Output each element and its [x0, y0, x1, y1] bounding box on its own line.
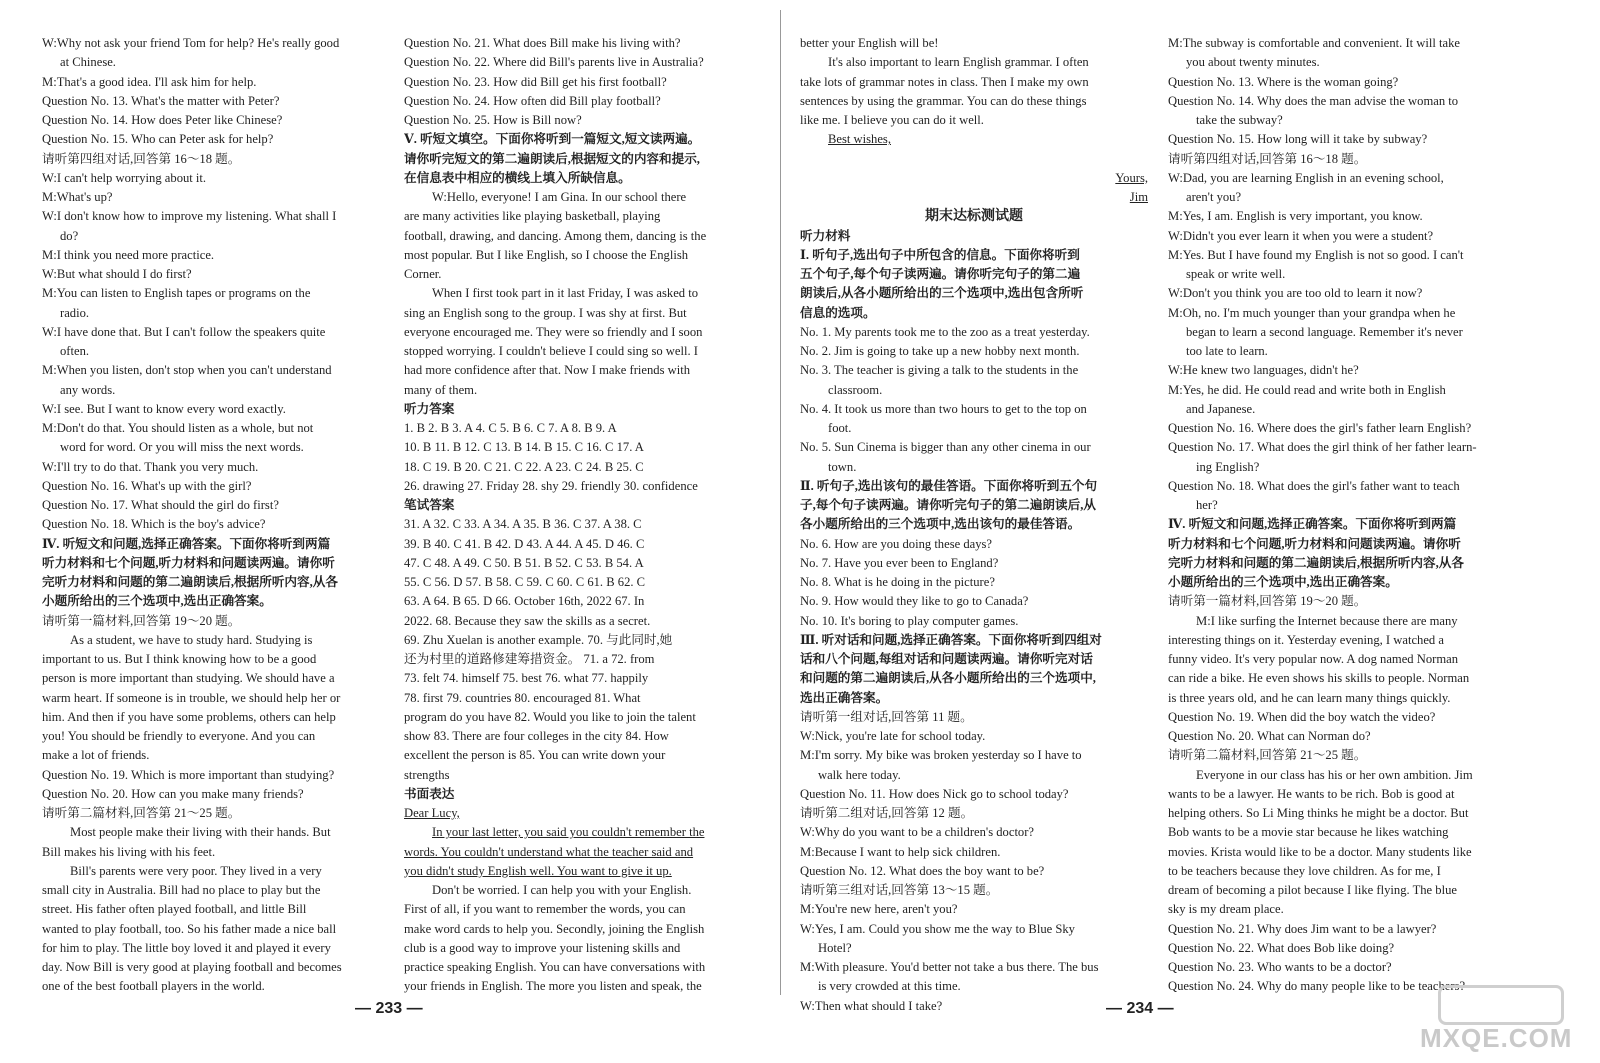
text-line: No. 5. Sun Cinema is bigger than any other cinema in our — [800, 440, 1091, 455]
page-234-column-2 — [1168, 34, 1498, 997]
watermark-logo — [1420, 985, 1590, 1053]
text-line: M:You can listen to English tapes or programs on the — [42, 286, 311, 301]
text-line: 信息的选项。 — [800, 305, 876, 320]
text-line: 请听第四组对话,回答第 16～18 题。 — [1168, 151, 1367, 166]
text-line: 请听第一篇材料,回答第 19～20 题。 — [1168, 594, 1367, 609]
text-line: 请听第二篇材料,回答第 21～25 题。 — [1168, 748, 1367, 763]
text-line: M:You're new here, aren't you? — [800, 902, 958, 917]
text-line: 小题所给出的三个选项中,选出正确答案。 — [42, 594, 272, 609]
text-line: sentences by using the grammar. You can do these things — [800, 93, 1087, 108]
text-line: W:Don't you think you are too old to learn it now? — [1168, 286, 1423, 301]
text-line: W:I have done that. But I can't follow the speakers quite — [42, 324, 326, 339]
text-line: M:Don't do that. You should listen as a whole, but not — [42, 421, 314, 435]
text-line: Dear Lucy, — [404, 806, 460, 820]
text-line: 55. C 56. D 57. B 58. C 59. C 60. C 61. B 62. C — [404, 575, 646, 589]
text-line: W:But what should I do first? — [42, 267, 192, 281]
text-line: can ride a bike. He even shows his skills to people. Norman — [1168, 671, 1470, 686]
text-line: speak or write well. — [1186, 267, 1286, 281]
text-line: Question No. 20. How can you make many friends? — [42, 786, 304, 801]
text-line: take lots of grammar notes in class. Then I make my own — [800, 74, 1089, 89]
text-line: Question No. 20. What can Norman do? — [1168, 729, 1371, 743]
text-line: Question No. 14. Why does the man advise the woman to — [1168, 93, 1459, 108]
text-line: Ⅳ. 听短文和问题,选择正确答案。下面你将听到两篇 — [42, 536, 331, 551]
text-line: 听力材料和七个问题,听力材料和问题读两遍。请你听 — [42, 555, 335, 570]
text-line: ing English? — [1196, 459, 1260, 474]
text-line: her? — [1196, 498, 1218, 512]
text-line: Question No. 14. How does Peter like Chinese? — [42, 113, 283, 127]
text-line: M:That's a good idea. I'll ask him for help. — [42, 74, 257, 89]
text-line: M:I think you need more practice. — [42, 247, 215, 262]
text-line: Question No. 17. What does the girl think of her father learn- — [1168, 440, 1477, 455]
text-line: W:I don't know how to improve my listening. What shall I — [42, 209, 337, 224]
text-line: 完听力材料和问题的第二遍朗读后,根据所听内容,从各 — [42, 575, 338, 589]
text-line: Question No. 13. What's the matter with Peter? — [42, 93, 280, 108]
text-line: 请听第四组对话,回答第 16～18 题。 — [42, 151, 241, 166]
text-line: 还为村里的道路修建筹措资金。 71. a 72. from — [404, 652, 655, 666]
text-line: No. 2. Jim is going to take up a new hobby next month. — [800, 344, 1080, 358]
text-line: W:He knew two languages, didn't he? — [1168, 363, 1359, 378]
text-line: dream of becoming a pilot because I like flying. The blue — [1168, 883, 1457, 897]
text-line: one of the best football players in the world. — [42, 979, 265, 994]
text-line: It's also important to learn English grammar. I often — [828, 55, 1089, 70]
text-line: at Chinese. — [60, 55, 116, 70]
text-line: you about twenty minutes. — [1186, 55, 1320, 70]
watermark-badge-icon — [1438, 985, 1564, 1025]
text-line: excellent the person is 85. You can write down your — [404, 748, 666, 763]
text-line: like me. I believe you can do it well. — [800, 113, 984, 127]
text-line: is three years old, and he can learn many things quickly. — [1168, 690, 1451, 705]
text-line: First of all, if you want to remember the words, you can — [404, 902, 686, 917]
text-line: Yours, — [1115, 170, 1148, 185]
page-234-column-1 — [800, 34, 1148, 1016]
text-line: many of them. — [404, 382, 478, 397]
text-line: In your last letter, you said you couldn't remember the — [432, 825, 705, 840]
text-line: day. Now Bill is very good at playing football and becomes — [42, 960, 342, 974]
text-line: M:Yes, he did. He could read and write both in English — [1168, 382, 1446, 397]
text-line: 和问题的第二遍朗读后,从各小题所给出的三个选项中, — [800, 671, 1096, 686]
text-line: M:Yes. But I have found my English is not so good. I can't — [1168, 247, 1464, 262]
text-line: better your English will be! — [800, 36, 939, 50]
text-line: word for word. Or you will miss the next words. — [60, 440, 304, 455]
text-line: town. — [828, 459, 857, 474]
text-line: Ⅰ. 听句子,选出句子中所包含的信息。下面你将听到 — [800, 247, 1080, 262]
text-line: 在信息表中相应的横线上填入所缺信息。 — [404, 170, 631, 185]
text-line: Ⅳ. 听短文和问题,选择正确答案。下面你将听到两篇 — [1168, 517, 1457, 532]
text-line: had more confidence after that. Now I make friends with — [404, 363, 691, 378]
text-line: Question No. 22. Where did Bill's parents live in Australia? — [404, 55, 704, 70]
text-line: W:I can't help worrying about it. — [42, 170, 207, 185]
text-line: No. 10. It's boring to play computer games. — [800, 613, 1019, 628]
text-line: W:Dad, you are learning English in an evening school, — [1168, 170, 1444, 185]
text-line: 请听第一篇材料,回答第 19～20 题。 — [42, 613, 241, 628]
text-line: sing an English song to the group. I was shy at first. But — [404, 305, 687, 320]
text-line: 子,每个句子读两遍。请你听完句子的第二遍朗读后,从 — [800, 498, 1096, 512]
text-line: club is a good way to improve your listening skills and — [404, 940, 681, 955]
page-number-right: — 234 — — [1106, 1000, 1174, 1017]
text-line: 笔试答案 — [404, 498, 455, 512]
text-line: Question No. 24. Why do many people like to be teachers? — [1168, 979, 1466, 994]
text-line: W:Yes, I am. Could you show me the way to Blue Sky — [800, 921, 1075, 936]
text-line: Question No. 15. How long will it take by subway? — [1168, 132, 1428, 147]
text-line: W:I'll try to do that. Thank you very much. — [42, 459, 259, 474]
text-line: No. 3. The teacher is giving a talk to the students in the — [800, 363, 1079, 378]
text-line: M:When you listen, don't stop when you can't understand — [42, 363, 332, 378]
text-line: walk here today. — [818, 767, 901, 782]
text-line: 五个句子,每个句子读两遍。请你听完句子的第二遍 — [800, 267, 1081, 281]
text-line: Most people make their living with their hands. But — [70, 825, 331, 840]
text-line: stopped worrying. I couldn't believe I could sing so well. I — [404, 344, 698, 358]
text-line: Question No. 22. What does Bob like doing? — [1168, 940, 1395, 955]
text-line: 请听第二篇材料,回答第 21～25 题。 — [42, 806, 241, 820]
text-line: M:I'm sorry. My bike was broken yesterday so I have to — [800, 748, 1082, 763]
text-line: 听力材料 — [800, 228, 851, 243]
text-line: 听力材料和七个问题,听力材料和问题读两遍。请你听 — [1168, 536, 1461, 551]
text-line: 47. C 48. A 49. C 50. B 51. B 52. C 53. B 54. A — [404, 555, 644, 570]
text-line: 2022. 68. Because they saw the skills as a secret. — [404, 613, 651, 628]
watermark-text: MXQE.COM — [1420, 1023, 1573, 1053]
text-line: When I first took part in it last Friday, I was asked to — [432, 286, 699, 301]
text-line: M:Oh, no. I'm much younger than your grandpa when he — [1168, 305, 1456, 320]
text-line: funny video. It's very popular now. A dog named Norman — [1168, 652, 1459, 666]
text-line: 10. B 11. B 12. C 13. B 14. B 15. C 16. C 17. A — [404, 440, 644, 455]
text-line: Question No. 11. How does Nick go to school today? — [800, 786, 1069, 801]
text-line: too late to learn. — [1186, 344, 1268, 358]
text-line: 选出正确答案。 — [800, 690, 889, 705]
text-line: M:Because I want to help sick children. — [800, 844, 1001, 859]
text-line: W:Then what should I take? — [800, 998, 943, 1013]
text-line: M:Yes, I am. English is very important, you know. — [1168, 209, 1423, 224]
text-line: take the subway? — [1196, 113, 1283, 127]
text-line: Question No. 13. Where is the woman going? — [1168, 74, 1399, 89]
text-line: foot. — [828, 421, 852, 435]
text-line: W:Didn't you ever learn it when you were a student? — [1168, 228, 1434, 243]
page-number-left: — 233 — — [355, 1000, 423, 1017]
text-line: Bob wants to be a movie star because he likes watching — [1168, 825, 1449, 840]
text-line: Ⅱ. 听句子,选出该句的最佳答语。下面你将听到五个句 — [800, 478, 1098, 493]
text-line: W:Why not ask your friend Tom for help? He's really good — [42, 36, 340, 50]
text-line: 话和八个问题,每组对话和问题读两遍。请你听完对话 — [800, 652, 1093, 666]
text-line: began to learn a second language. Remember it's never — [1186, 324, 1463, 339]
text-line: 听力答案 — [404, 401, 455, 416]
text-line: 请听第三组对话,回答第 13～15 题。 — [800, 883, 999, 897]
text-line: Corner. — [404, 267, 442, 281]
text-line: Question No. 16. Where does the girl's father learn English? — [1168, 421, 1472, 435]
text-line: wanted to play football, too. So his father made a nice ball — [42, 921, 337, 936]
text-line: Ⅴ. 听短文填空。下面你将听到一篇短文,短文读两遍。 — [404, 132, 701, 147]
text-line: 期末达标测试题 — [925, 209, 1023, 225]
text-line: Bill's parents were very poor. They lived in a very — [70, 863, 322, 878]
text-line: aren't you? — [1186, 190, 1242, 204]
text-line: Don't be worried. I can help you with your English. — [432, 883, 692, 897]
text-line: As a student, we have to study hard. Studying is — [70, 632, 313, 647]
text-line: words. You couldn't understand what the teacher said and — [404, 844, 694, 859]
text-line: 18. C 19. B 20. C 21. C 22. A 23. C 24. B 25. C — [404, 459, 644, 474]
text-line: Question No. 15. Who can Peter ask for help? — [42, 132, 274, 147]
text-line: for him to play. The little boy loved it and played it every — [42, 940, 331, 955]
text-line: Question No. 24. How often did Bill play football? — [404, 93, 661, 108]
text-line: Jim — [1129, 190, 1148, 204]
text-line: your friends in English. The more you listen and speak, the — [404, 979, 702, 994]
text-line: M:The subway is comfortable and convenient. It will take — [1168, 36, 1461, 50]
text-line: Question No. 21. Why does Jim want to be a lawyer? — [1168, 921, 1437, 936]
text-line: radio. — [60, 305, 90, 320]
text-line: W:Hello, everyone! I am Gina. In our school there — [432, 190, 687, 204]
text-line: 请听第二组对话,回答第 12 题。 — [800, 806, 974, 820]
text-line: Question No. 23. How did Bill get his first football? — [404, 74, 667, 89]
text-line: 1. B 2. B 3. A 4. C 5. B 6. C 7. A 8. B 9. A — [404, 421, 617, 435]
text-line: to be teachers because they love children. As for me, I — [1168, 863, 1441, 878]
text-line: Hotel? — [818, 940, 852, 955]
text-line: make a lot of friends. — [42, 748, 150, 763]
text-line: No. 4. It took us more than two hours to get to the top on — [800, 401, 1087, 416]
text-line: 请听第一组对话,回答第 11 题。 — [800, 709, 973, 724]
text-line: No. 1. My parents took me to the zoo as a treat yesterday. — [800, 324, 1090, 339]
text-line: Ⅲ. 听对话和问题,选择正确答案。下面你将听到四组对 — [800, 632, 1102, 647]
text-line: 39. B 40. C 41. B 42. D 43. A 44. A 45. D 46. C — [404, 536, 645, 551]
text-line: No. 8. What is he doing in the picture? — [800, 575, 995, 589]
text-line: warm heart. If someone is in trouble, we should help her or — [42, 690, 341, 705]
text-line: helping others. So Li Ming thinks he might be a doctor. But — [1168, 806, 1469, 820]
text-line: person is more important than studying. We should have a — [42, 671, 335, 686]
text-line: Question No. 18. What does the girl's father want to teach — [1168, 478, 1460, 493]
text-line: Question No. 17. What should the girl do first? — [42, 498, 279, 512]
text-line: program do you have 82. Would you like to join the talent — [404, 709, 696, 724]
text-line: football, drawing, and dancing. Among them, dancing is the — [404, 228, 707, 243]
text-line: everyone encouraged me. They were so friendly and I soon — [404, 324, 703, 339]
text-line: 69. Zhu Xuelan is another example. 70. 与此同时,她 — [404, 632, 673, 647]
text-line: him. And then if you have some problems, others can help — [42, 709, 336, 724]
text-line: M:What's up? — [42, 190, 113, 204]
text-line: 完听力材料和问题的第二遍朗读后,根据所听内容,从各 — [1168, 555, 1464, 570]
text-line: M:I like surfing the Internet because there are many — [1196, 613, 1458, 628]
text-line: 朗读后,从各小题所给出的三个选项中,选出包含所听 — [800, 286, 1084, 301]
text-line: are many activities like playing basketball, playing — [404, 209, 661, 224]
text-line: W:Nick, you're late for school today. — [800, 729, 986, 743]
text-line: strengths — [404, 767, 450, 782]
text-line: and Japanese. — [1186, 401, 1256, 416]
text-line: 78. first 79. countries 80. encouraged 81. What — [404, 690, 641, 705]
text-line: Question No. 21. What does Bill make his living with? — [404, 36, 681, 50]
text-line: classroom. — [828, 382, 883, 397]
text-line: No. 7. Have you ever been to England? — [800, 555, 999, 570]
text-line: 73. felt 74. himself 75. best 76. what 77. happily — [404, 671, 649, 686]
text-line: is very crowded at this time. — [818, 979, 961, 994]
page-233-column-1 — [42, 34, 386, 997]
text-line: M:With pleasure. You'd better not take a bus there. The bus — [800, 960, 1099, 974]
text-line: wants to be a lawyer. He wants to be rich. Bob is good at — [1168, 786, 1455, 801]
text-line: Question No. 19. Which is more important than studying? — [42, 767, 335, 782]
text-line: you didn't study English well. You want to give it up. — [404, 863, 672, 878]
text-line: sky is my dream place. — [1168, 902, 1284, 917]
text-line: 请你听完短文的第二遍朗读后,根据短文的内容和提示, — [404, 151, 700, 166]
text-line: small city in Australia. Bill had no place to play but the — [42, 883, 321, 897]
text-line — [800, 150, 1148, 169]
text-line: Everyone in our class has his or her own ambition. Jim — [1196, 767, 1473, 782]
text-line: Bill makes his living with his feet. — [42, 844, 216, 859]
text-line: Question No. 12. What does the boy want to be? — [800, 863, 1045, 878]
text-line: show 83. There are four colleges in the city 84. How — [404, 729, 669, 743]
text-line: 26. drawing 27. Friday 28. shy 29. friendly 30. confidence — [404, 478, 698, 493]
text-line: W:Why do you want to be a children's doctor? — [800, 825, 1035, 840]
text-line: Question No. 16. What's up with the girl? — [42, 478, 252, 493]
text-line: 31. A 32. C 33. A 34. A 35. B 36. C 37. A 38. C — [404, 517, 642, 532]
text-line: 书面表达 — [404, 786, 455, 801]
text-line: 各小题所给出的三个选项中,选出该句的最佳答语。 — [800, 517, 1081, 532]
text-line: 小题所给出的三个选项中,选出正确答案。 — [1168, 575, 1398, 589]
text-line: important to us. But I think knowing how to be a good — [42, 652, 317, 666]
text-line: movies. Krista would like to be a doctor. Many students like — [1168, 844, 1472, 859]
text-line: W:I see. But I want to know every word exactly. — [42, 401, 286, 416]
text-line: practice speaking English. You can have conversations with — [404, 960, 706, 974]
text-line: most popular. But I like English, so I choose the English — [404, 247, 689, 262]
text-line: Question No. 18. Which is the boy's advice? — [42, 517, 266, 532]
text-line: No. 6. How are you doing these days? — [800, 536, 993, 551]
text-line: do? — [60, 228, 79, 243]
text-line: Best wishes, — [828, 132, 891, 147]
text-line: interesting things on it. Yesterday evening, I watched a — [1168, 632, 1444, 647]
text-line: street. His father often played football, and little Bill — [42, 902, 307, 917]
text-line: No. 9. How would they like to go to Canada? — [800, 594, 1029, 609]
text-line: Question No. 19. When did the boy watch the video? — [1168, 709, 1436, 724]
text-line: Question No. 25. How is Bill now? — [404, 113, 582, 127]
page-gutter — [780, 10, 781, 995]
text-line: Question No. 23. Who wants to be a doctor? — [1168, 960, 1392, 974]
text-line: any words. — [60, 382, 116, 397]
text-line: 63. A 64. B 65. D 66. October 16th, 2022 67. In — [404, 594, 645, 609]
text-line: you! You should be friendly to everyone. And you can — [42, 729, 316, 743]
page-233-column-2 — [404, 34, 750, 997]
text-line: make word cards to help you. Secondly, joining the English — [404, 921, 705, 936]
text-line: often. — [60, 344, 90, 358]
